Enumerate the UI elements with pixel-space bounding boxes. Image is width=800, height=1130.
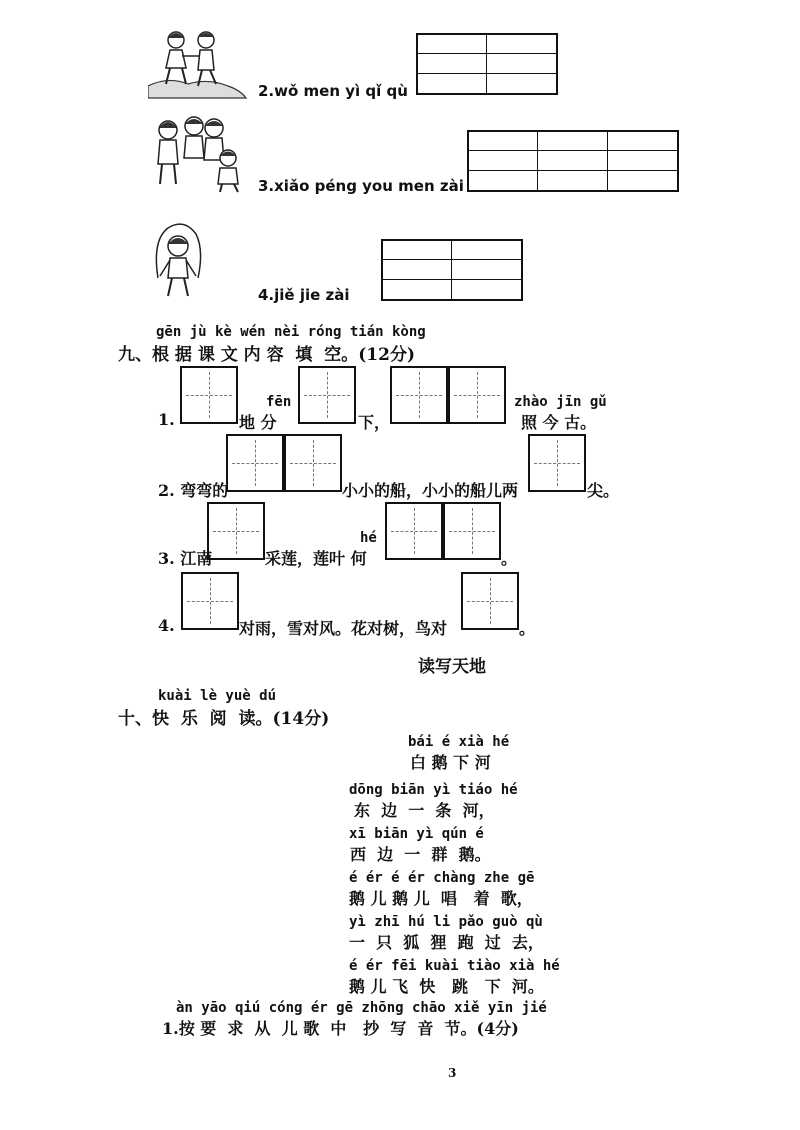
q1-box-2 <box>298 366 356 424</box>
answer-grid-2 <box>416 33 558 95</box>
q3-box-1 <box>207 502 265 560</box>
q1-box-1 <box>180 366 238 424</box>
q1-text-1: 地 分 <box>239 413 277 432</box>
page-number: 3 <box>448 1066 457 1080</box>
q2-text-2: 小小的船，小小的船儿两 <box>342 481 519 500</box>
q4-box-1 <box>181 572 239 630</box>
q4-text-2: 。 <box>519 619 536 638</box>
q1-text-2: 下， <box>358 413 391 432</box>
q3-text-1: 3. 江南 <box>158 549 213 568</box>
q4-text-1: 对雨，雪对风。花对树，鸟对 <box>239 619 448 638</box>
q1-box-3 <box>390 366 448 424</box>
sentence-3-label: 3.xiǎo péng you men zài <box>258 177 464 195</box>
q2-box-2 <box>284 434 342 492</box>
poem-line-2: 西 边 一 群 鹅。 <box>350 845 491 864</box>
q2-box-3 <box>528 434 586 492</box>
section9-title: 九、根 据 课 文 内 容 填 空。(12分) <box>118 345 416 365</box>
q4-number: 4. <box>158 616 175 635</box>
q4-box-2 <box>461 572 519 630</box>
answer-grid-4 <box>381 239 523 301</box>
children-walking-illustration <box>148 28 248 100</box>
poem-line-5: 鹅 儿 飞 快 跳 下 河。 <box>349 977 544 996</box>
poem-line-1-pinyin: dōng biān yì tiáo hé <box>349 782 518 798</box>
poem-line-4: 一 只 狐 狸 跑 过 去， <box>349 933 544 952</box>
poem-title: 白 鹅 下 河 <box>410 753 491 772</box>
q1-fen-pinyin: fēn <box>266 394 292 410</box>
q2-box-1 <box>226 434 284 492</box>
q2-text-1: 2. 弯弯的 <box>158 481 229 500</box>
section9-pinyin: gēn jù kè wén nèi róng tián kòng <box>156 324 426 340</box>
question1-text: 1.按 要 求 从 儿 歌 中 抄 写 音 节。(4分) <box>162 1019 519 1038</box>
poem-line-3-pinyin: é ér é ér chàng zhe gē <box>349 870 535 886</box>
poem-line-4-pinyin: yì zhī hú li pǎo guò qù <box>349 914 543 930</box>
q1-text-3: 照 今 古。 <box>521 413 597 432</box>
q3-box-2 <box>385 502 443 560</box>
q1-pinyin-3: zhào jīn gǔ <box>514 394 607 410</box>
section10-pinyin: kuài lè yuè dú <box>158 688 277 704</box>
sentence-4-label: 4.jiě jie zài <box>258 286 350 304</box>
section10-title: 十、快 乐 阅 读。(14分) <box>118 709 330 729</box>
poem-title-pinyin: bái é xià hé <box>408 734 510 750</box>
q3-box-3 <box>443 502 501 560</box>
sentence-2-label: 2.wǒ men yì qǐ qù <box>258 82 408 100</box>
q3-he-pinyin: hé <box>360 530 377 546</box>
q3-text-3: 。 <box>501 549 518 568</box>
poem-line-3: 鹅 儿 鹅 儿 唱 着 歌， <box>349 889 533 908</box>
answer-grid-3 <box>467 130 679 192</box>
q1-box-4 <box>448 366 506 424</box>
q3-text-2: 采莲，莲叶 何 <box>265 549 367 568</box>
children-playing-illustration <box>150 112 250 194</box>
q1-number: 1. <box>158 410 175 429</box>
poem-line-1: 东 边 一 条 河， <box>354 801 495 820</box>
girl-jump-rope-illustration <box>148 220 208 304</box>
poem-line-5-pinyin: é ér fēi kuài tiào xià hé <box>349 958 560 974</box>
poem-line-2-pinyin: xī biān yì qún é <box>349 826 484 842</box>
q2-text-3: 尖。 <box>587 481 620 500</box>
reading-heading: 读写天地 <box>418 657 486 677</box>
question1-pinyin: àn yāo qiú cóng ér gē zhōng chāo xiě yīn jié <box>176 1000 547 1016</box>
